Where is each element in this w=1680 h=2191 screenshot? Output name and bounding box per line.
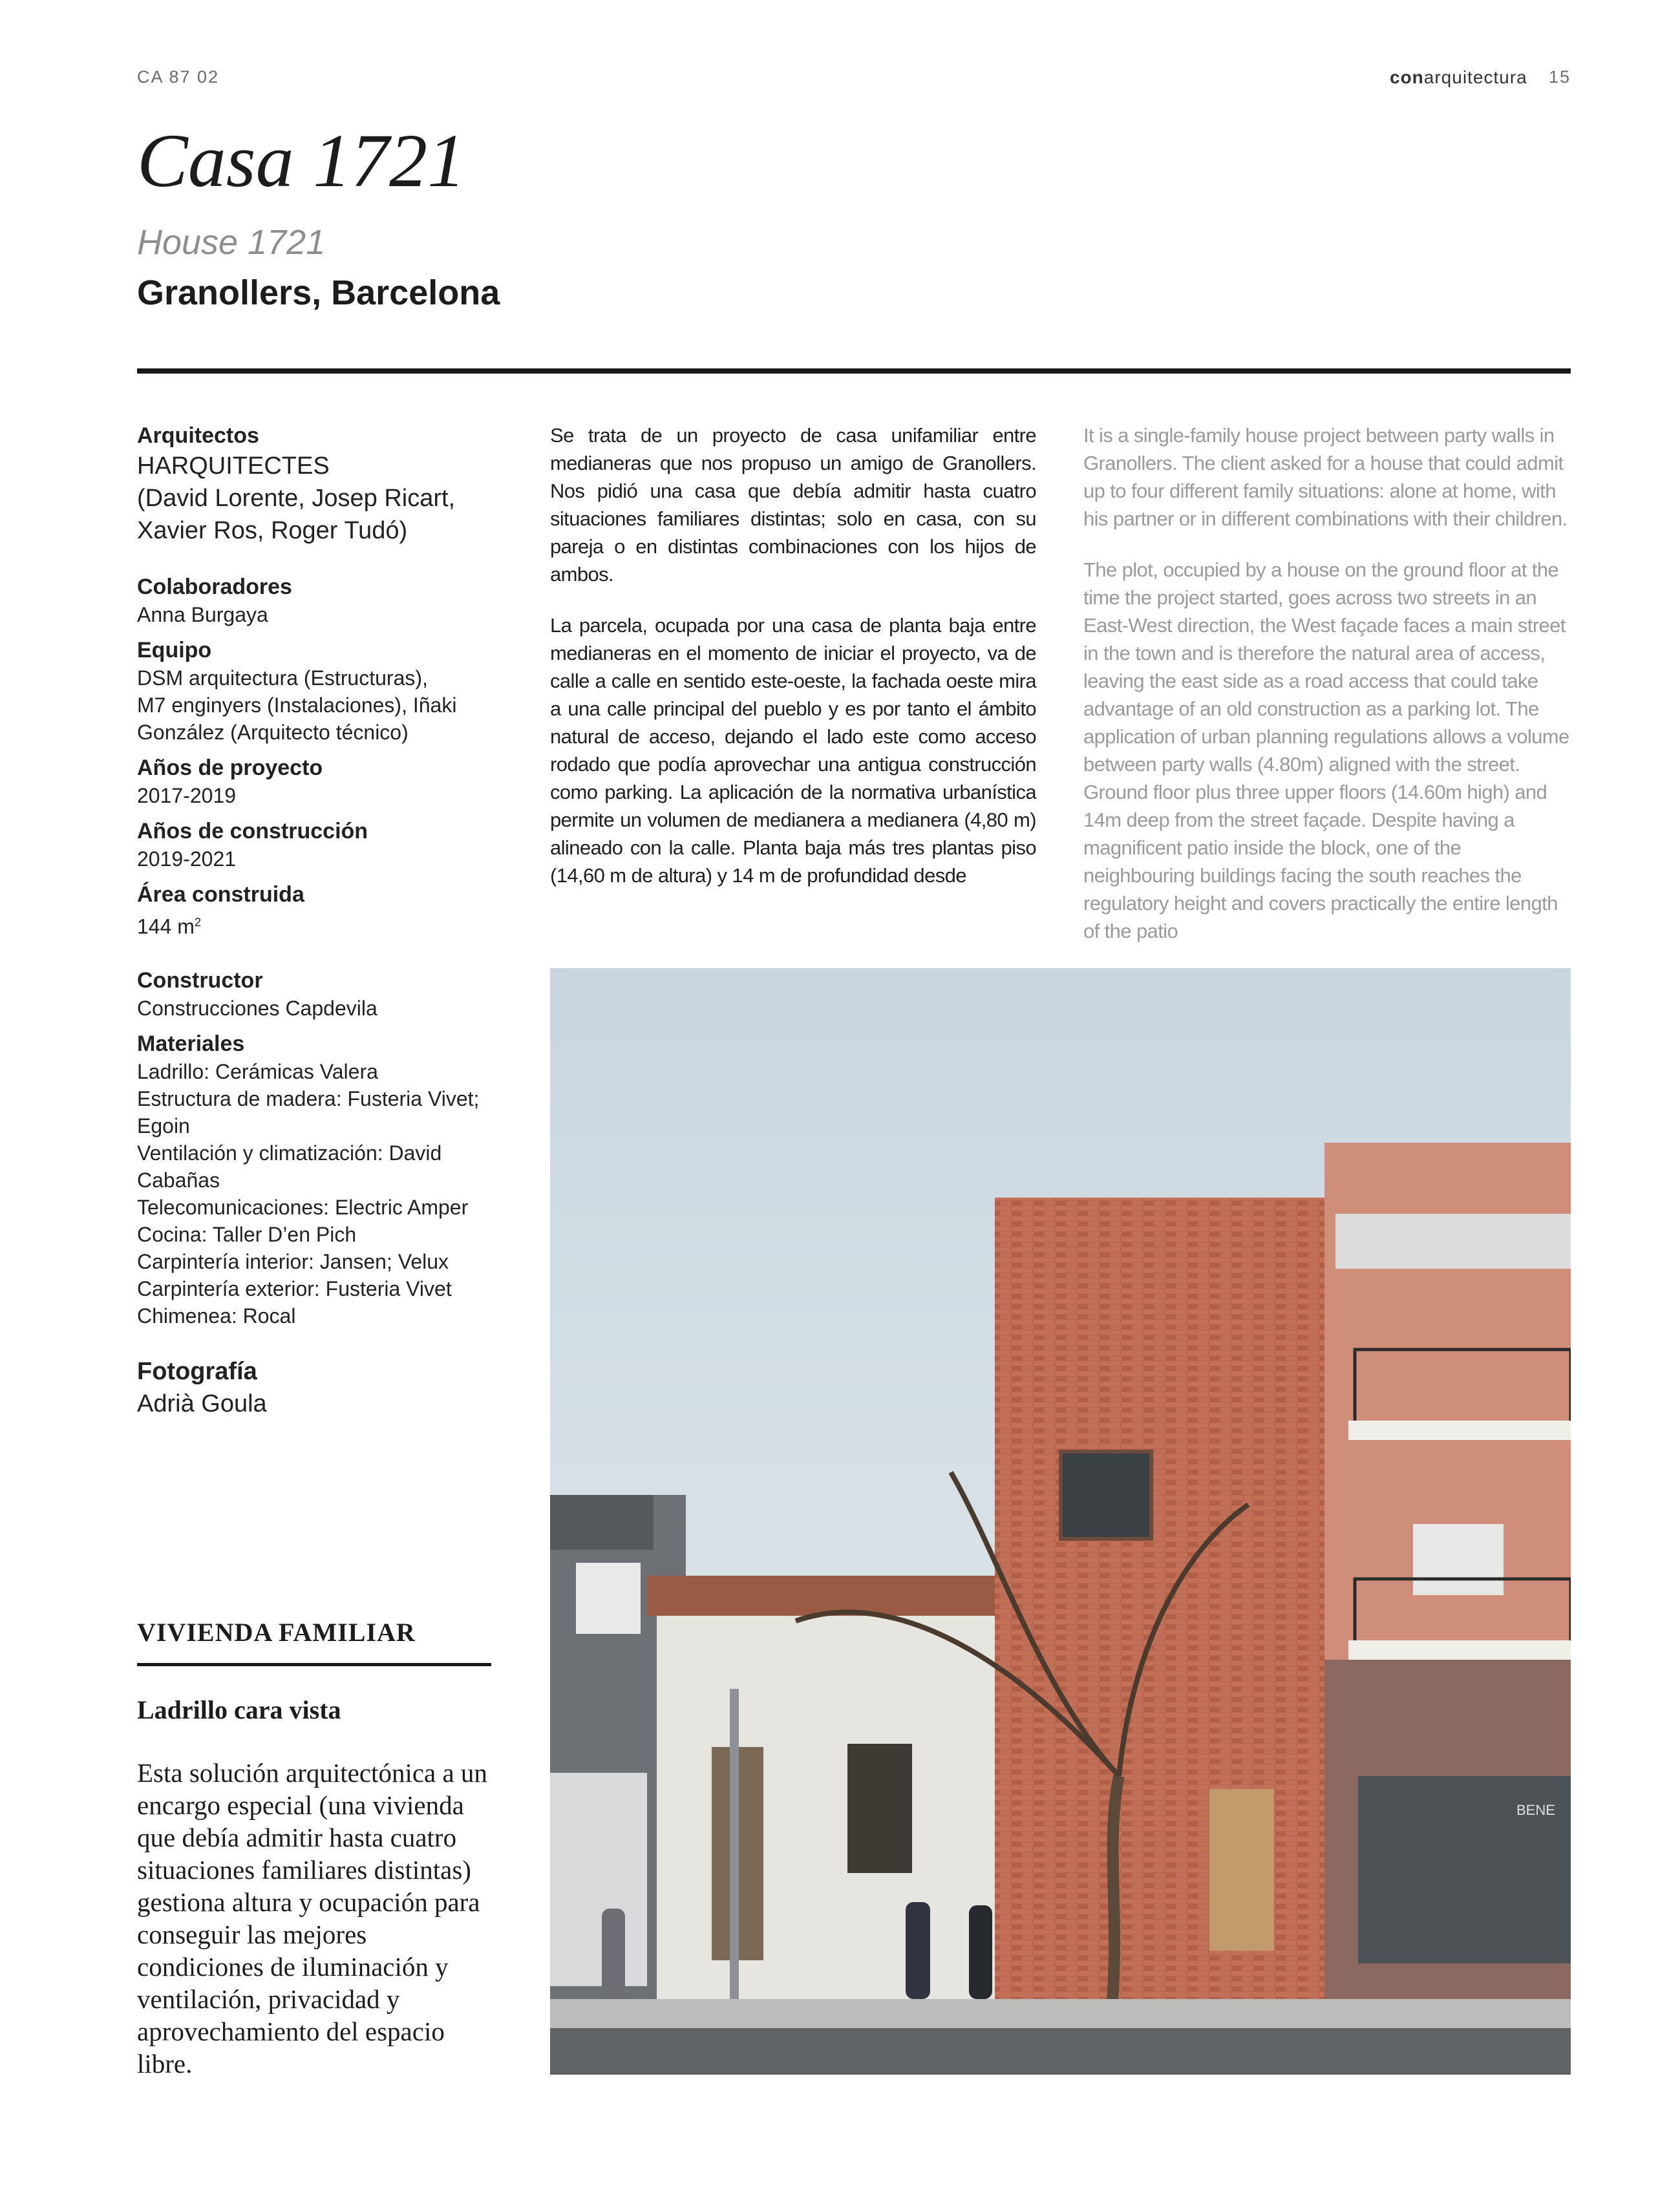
credit-value-materiales-8: Carpintería interior: Jansen; Velux <box>137 1249 449 1273</box>
white-house-window <box>847 1744 912 1873</box>
tree-trunk <box>1112 1776 1119 2002</box>
pedestrian-3 <box>969 1905 992 1999</box>
credit-value-materiales-3: Egoin <box>137 1114 190 1138</box>
facade-photo-illustration <box>550 968 1571 2075</box>
credits-column <box>137 421 525 1420</box>
credit-label-materiales: Materiales <box>137 1031 245 1056</box>
area-value: 144 m <box>137 915 195 938</box>
credit-value-area <box>137 909 525 940</box>
credit-label-constructor: Constructor <box>137 968 263 993</box>
credit-label-area: Área construida <box>137 882 304 907</box>
title-divider <box>137 368 1571 374</box>
page-number: 15 <box>1549 67 1571 87</box>
credit-value-equipo-2: M7 enginyers (Instalaciones), Iñaki <box>137 693 457 717</box>
credit-value-materiales-9: Carpintería exterior: Fusteria Vivet <box>137 1276 452 1300</box>
issue-code: CA 87 02 <box>137 67 220 87</box>
shutter-window <box>1413 1524 1504 1595</box>
shop-sign: BENE <box>1516 1802 1555 1818</box>
credit-value-arquitectos-1: HARQUITECTES <box>137 452 330 480</box>
sidebar-text: Esta solución arquitectónica a un encargo especial (una vivienda que debía admitir hasta cuatro situaciones familiares distintas) gestiona altura y ocupación para conseguir las mejores condiciones de iluminación y ventilación, privacidad y aprovechamiento del espacio libre. <box>137 1758 487 2079</box>
body-en-paragraph-1: It is a single-family house project between party walls in Granollers. The client asked for a house that could admit up to four different family situations: alone at home, with his partner or in different combinations with their children. <box>1083 424 1568 530</box>
credit-label-arquitectos: Arquitectos <box>137 423 259 448</box>
white-house <box>657 1614 999 1999</box>
sidebar-divider <box>137 1663 491 1666</box>
sidebar-subheading: Ladrillo cara vista <box>137 1695 341 1724</box>
sidewalk <box>550 1999 1571 2028</box>
wooden-door <box>1209 1789 1274 1951</box>
credit-value-materiales-6: Telecomunicaciones: Electric Amper <box>137 1195 469 1219</box>
left-garage-door <box>550 1773 647 1986</box>
sidebar-heading: VIVIENDA FAMILIAR <box>137 1618 416 1647</box>
white-house-cornice <box>647 1576 1009 1616</box>
credit-label-equipo: Equipo <box>137 638 212 662</box>
credit-value-equipo-3: González (Arquitecto técnico) <box>137 721 409 744</box>
shutter <box>576 1563 641 1634</box>
body-es-paragraph-1: Se trata de un proyecto de casa unifamiliar entre medianeras que nos propuso un amigo de Granollers. Nos pidió una casa que debía admitir hasta cuatro situaciones familiares distintas; solo en casa, con su pareja o en distintas combinaciones con los hijos de ambos. <box>550 424 1036 586</box>
credit-value-equipo-1: DSM arquitectura (Estructuras), <box>137 666 428 690</box>
credit-value-colaboradores: Anna Burgaya <box>137 603 268 626</box>
area-superscript: 2 <box>194 916 201 929</box>
body-text-spanish <box>550 421 1036 913</box>
credit-value-anos-proyecto: 2017-2019 <box>137 784 237 807</box>
credit-value-anos-construccion: 2019-2021 <box>137 847 237 871</box>
body-en-paragraph-2: The plot, occupied by a house on the ground floor at the time the project started, goes across two streets in an East-West direction, the West façade faces a main street in the town and is therefore the natural area of access, leaving the east side as a road access that could take advantage of an old construction as a parking lot. The application of urban planning regulations allows a volume between party walls (4.80m) aligned with the street. Ground floor plus three upper floors (14.60m high) and 14m deep from the street façade. Despite having a magnificent patio inside the block, one of the neighbouring buildings facing the south reaches the regulatory height and covers practically the entire length of the patio <box>1083 558 1569 942</box>
body-text-english <box>1083 421 1569 968</box>
facade-photo <box>550 968 1571 2075</box>
credit-label-anos-construccion: Años de construcción <box>137 819 368 843</box>
credit-label-colaboradores: Colaboradores <box>137 575 292 599</box>
credit-value-materiales-4: Ventilación y climatización: David <box>137 1141 442 1165</box>
project-location: Granollers, Barcelona <box>137 273 500 312</box>
balcony-slab-1 <box>1348 1421 1571 1440</box>
brick-facade <box>995 1198 1324 2002</box>
credit-value-arquitectos-2: (David Lorente, Josep Ricart, <box>137 485 456 512</box>
credit-value-materiales-7: Cocina: Taller D’en Pich <box>137 1222 357 1246</box>
credit-label-anos-proyecto: Años de proyecto <box>137 756 323 780</box>
road <box>550 2028 1571 2075</box>
body-es-paragraph-2: La parcela, ocupada por una casa de planta baja entre medianeras en el momento de iniciar el proyecto, va de calle a calle en sentido este-oeste, la fachada oeste mira a una calle principal del pueblo y es por tanto el ámbito natural de acceso, dejando el lado este como acceso rodado que podía aprovechar una antigua construcción como parking. La aplicación de la normativa urbanística permite un volumen de medianera a medianera (4,80 m) alineado con la calle. Planta baja más tres plantas piso (14,60 m de altura) y 14 m de profundidad desde <box>550 614 1036 887</box>
credit-value-materiales-2: Estructura de madera: Fusteria Vivet; <box>137 1086 480 1110</box>
credit-value-materiales-10: Chimenea: Rocal <box>137 1304 296 1328</box>
credit-value-materiales-5: Cabañas <box>137 1168 220 1192</box>
street-lamp <box>730 1689 739 1999</box>
brand-bold: con <box>1390 67 1424 87</box>
left-building-top <box>550 1495 654 1550</box>
credit-value-materiales-1: Ladrillo: Cerámicas Valera <box>137 1059 378 1083</box>
brick-window <box>1061 1452 1151 1539</box>
balcony-slab-2 <box>1348 1640 1571 1660</box>
pedestrian-1 <box>602 1909 625 1999</box>
brand-rest: arquitectura <box>1423 67 1527 87</box>
page-subtitle: House 1721 <box>137 223 326 262</box>
credit-value-constructor: Construcciones Capdevila <box>137 996 377 1020</box>
credit-label-fotografia: Fotografía <box>137 1357 257 1385</box>
awning <box>1335 1214 1571 1269</box>
brand-logo <box>1390 67 1527 88</box>
credit-value-arquitectos-3: Xavier Ros, Roger Tudó) <box>137 517 408 544</box>
credit-value-fotografia: Adrià Goula <box>137 1390 267 1417</box>
pedestrian-2 <box>906 1902 930 1999</box>
page-title: Casa 1721 <box>137 118 466 203</box>
